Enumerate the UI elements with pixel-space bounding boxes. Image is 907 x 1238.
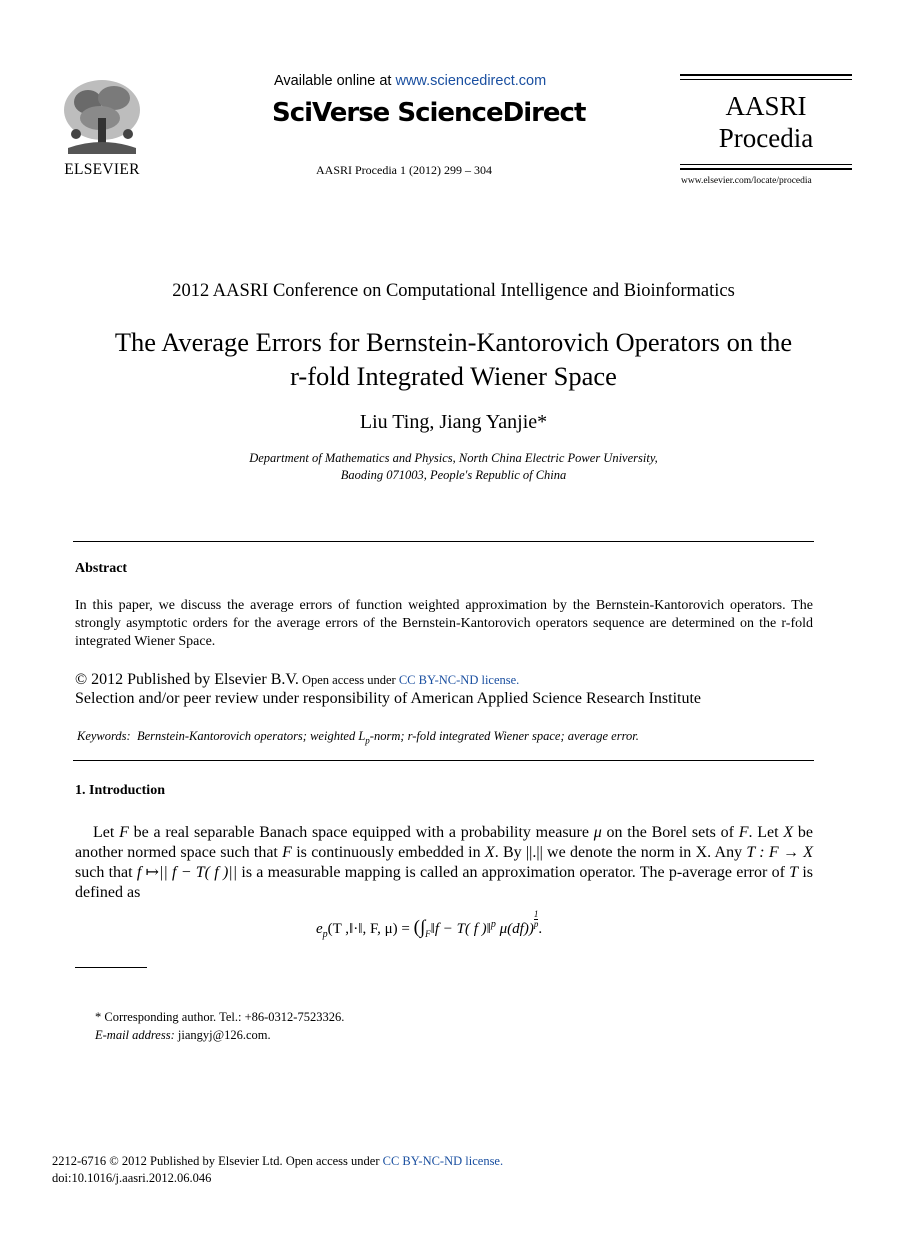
journal-url[interactable]: www.elsevier.com/locate/procedia (681, 176, 812, 186)
journal-rule-top (680, 74, 852, 76)
symbol-F: F (119, 824, 129, 841)
paper-title-line1: The Average Errors for Bernstein-Kantorovich Operators on the (114, 327, 793, 357)
copyright-line (75, 670, 519, 690)
symbol-X: X (783, 824, 794, 841)
keywords-label: Keywords: (77, 729, 131, 743)
symbol-mu: μ (593, 824, 602, 841)
journal-rule-bottom (680, 168, 852, 170)
formula-integral: (∫ (413, 917, 426, 938)
intro-text-e: be another normed space such that (75, 824, 813, 861)
formula-integrand: ‖f − T( f )‖ (430, 921, 491, 937)
formula-end: . (538, 921, 543, 937)
footer-license-link[interactable]: CC BY-NC-ND license. (382, 1154, 504, 1168)
intro-text-c: on the Borel sets of (601, 824, 739, 841)
corresponding-author: * Corresponding author. Tel.: +86-0312-7523326. (95, 1010, 345, 1024)
average-error-formula (316, 910, 542, 940)
elsevier-tree-icon (52, 74, 152, 178)
formula-lhs-sub: p (322, 929, 328, 940)
keywords-part2: -norm; r-fold integrated Wiener space; average error. (369, 729, 639, 743)
available-online (274, 73, 546, 89)
email-address[interactable]: jiangyj@126.com. (174, 1028, 271, 1042)
formula-integral-sub: F (425, 929, 431, 939)
formula-lhs: e (316, 921, 323, 937)
email-line (95, 1026, 344, 1044)
svg-text:ELSEVIER: ELSEVIER (64, 161, 140, 178)
paper-title-line2: r-fold Integrated Wiener Space (290, 361, 617, 391)
email-label: E-mail address: (95, 1028, 175, 1042)
formula-exponent-num: 1 (533, 909, 539, 919)
intro-text-f: is continuously embedded in (291, 844, 485, 861)
abstract-heading: Abstract (75, 561, 128, 576)
intro-paragraph (75, 823, 813, 903)
elsevier-logo (52, 74, 152, 178)
mapping-norm: f ↦|| f − T( f )|| (136, 864, 238, 881)
symbol-T: T (789, 864, 799, 881)
journal-rule-bottom-thin (680, 164, 852, 165)
symbol-F-3: F (282, 844, 292, 861)
journal-title (680, 90, 852, 154)
formula-measure: μ(df)) (495, 921, 534, 937)
intro-text-h: such that (75, 864, 137, 881)
intro-heading: 1. Introduction (75, 783, 165, 798)
intro-text-g: . By ||.|| we denote the norm in X. Any (494, 844, 747, 861)
available-label: Available online at (274, 73, 396, 89)
copyright-text: © 2012 Published by Elsevier B.V. (75, 671, 299, 688)
open-access-text: Open access under (298, 673, 399, 687)
issn-text: 2212-6716 © 2012 Published by Elsevier Ltd. Open access under (52, 1154, 383, 1168)
abstract-rule-top (73, 541, 814, 542)
keywords-part1: Bernstein-Kantorovich operators; weighted L (136, 729, 366, 743)
paper-title (40, 325, 867, 393)
journal-reference: AASRI Procedia 1 (2012) 299 – 304 (316, 163, 492, 177)
symbol-X-2: X (484, 844, 495, 861)
footnote-rule (75, 967, 147, 968)
peer-review-line: Selection and/or peer review under responsibility of American Applied Science Research Institute (75, 690, 702, 707)
intro-text-b: be a real separable Banach space equipped with a probability measure (128, 824, 594, 841)
intro-text-d: . Let (748, 824, 784, 841)
footer-issn (52, 1153, 503, 1170)
journal-rule-top-thin (680, 79, 852, 80)
formula-power: p (490, 919, 496, 930)
sciencedirect-link[interactable]: www.sciencedirect.com (395, 73, 547, 89)
keywords-subscript: p (365, 735, 370, 746)
formula-exponent-den: p (533, 919, 539, 929)
mapping-T: T : F → X (746, 844, 814, 861)
affiliation-line1: Department of Mathematics and Physics, North China Electric Power University, (249, 451, 658, 465)
footnote (95, 1008, 344, 1044)
journal-title-line1: AASRI (725, 91, 807, 121)
sciverse-brand: SciVerse ScienceDirect (272, 98, 586, 128)
conference-name: 2012 AASRI Conference on Computational Intelligence and Bioinformatics (172, 281, 735, 301)
footer-doi[interactable]: doi:10.1016/j.aasri.2012.06.046 (52, 1171, 212, 1185)
intro-text-j: is defined as (75, 864, 813, 901)
journal-title-line2: Procedia (718, 123, 814, 153)
formula-args: (T ,‖·‖, F, μ) = (327, 921, 414, 937)
keywords (77, 729, 639, 746)
authors: Liu Ting, Jiang Yanjie* (359, 411, 548, 433)
intro-text-i: is a measurable mapping is called an approximation operator. The p-average error of (237, 864, 790, 881)
symbol-F-2: F (738, 824, 749, 841)
intro-text-a: Let (93, 824, 120, 841)
affiliation-line2: Baoding 071003, People's Republic of China (340, 468, 567, 482)
abstract-text: In this paper, we discuss the average errors of function weighted approximation by the Bernstein-Kantorovich operators. The strongly asymptotic orders for the average errors of the Bernstein-Kantorovich operators sequence are determined on the r-fold integrated Wiener Space. (75, 598, 813, 649)
license-link[interactable]: CC BY-NC-ND license. (398, 673, 520, 687)
abstract-rule-bottom (73, 760, 814, 761)
affiliation (0, 450, 907, 484)
